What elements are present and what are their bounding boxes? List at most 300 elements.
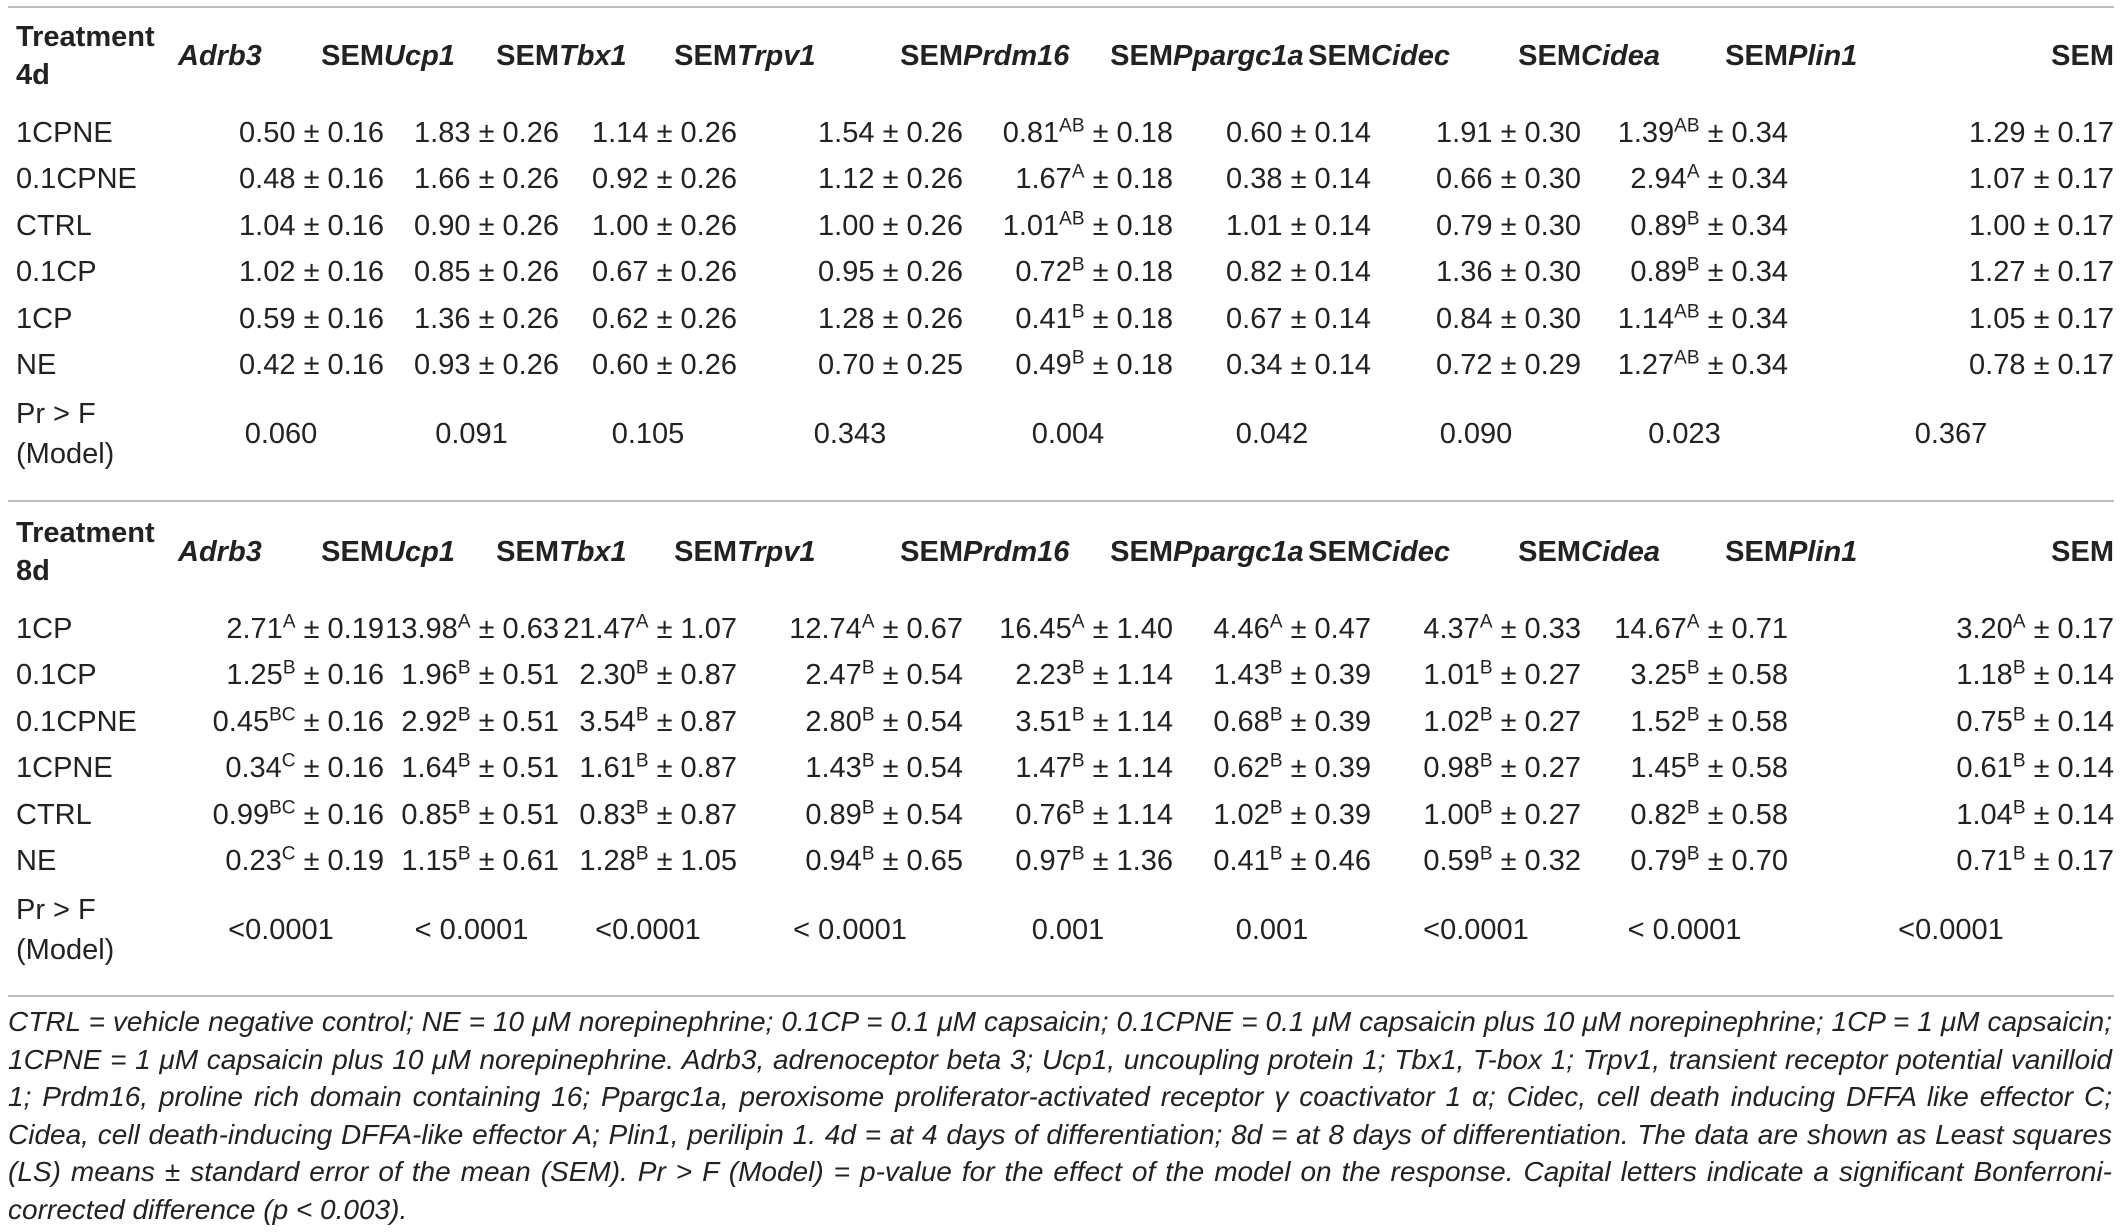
mean-value: 1.36 [414, 302, 471, 335]
significance-letter: A [1071, 161, 1085, 183]
plus-minus: ± [882, 163, 899, 196]
plus-minus: ± [2033, 116, 2050, 149]
mean-value: 1.67 [1015, 163, 1072, 196]
sem-value: 0.54 [906, 705, 963, 738]
table-rule [8, 995, 2114, 997]
table-row [8, 203, 2114, 250]
p-value-cell: 0.091 [435, 418, 508, 450]
value-cell [1788, 792, 2114, 839]
sem-header: SEM [674, 536, 737, 568]
sem-value: 0.16 [327, 256, 384, 289]
table-row [8, 699, 2114, 746]
treatment-label: 1CPNE [16, 752, 113, 785]
mean-value: 0.84 [1436, 302, 1493, 335]
sem-value: 0.26 [680, 163, 737, 196]
mean-value: 0.78 [1969, 349, 2026, 382]
plus-minus: ± [656, 302, 673, 335]
mean-value: 0.98 [1423, 752, 1480, 785]
day-label: 8d [16, 555, 50, 587]
plus-minus: ± [1707, 798, 1724, 831]
value-cell [963, 839, 1173, 886]
plus-minus: ± [478, 705, 495, 738]
sem-header: SEM [2051, 40, 2114, 72]
mean-value: 1.02 [239, 256, 296, 289]
sem-value: 0.26 [906, 209, 963, 242]
sem-value: 0.39 [1314, 705, 1371, 738]
value-cell [1581, 250, 1788, 297]
mean-value: 0.89 [805, 798, 862, 831]
mean-value: 13.98 [385, 612, 458, 645]
p-value-cell: 0.343 [813, 418, 887, 450]
sem-header: SEM [1518, 40, 1581, 72]
significance-letter: B [861, 843, 875, 865]
sem-value: 0.63 [502, 612, 559, 645]
plus-minus: ± [1500, 705, 1517, 738]
value-cell [1581, 792, 1788, 839]
mean-value: 0.81 [1002, 116, 1060, 149]
significance-letter: B [1479, 657, 1493, 679]
mean-value: 0.89 [1630, 256, 1687, 289]
value-cell [963, 157, 1173, 204]
plus-minus: ± [1500, 116, 1517, 149]
plus-minus: ± [1092, 163, 1109, 196]
table-row [8, 343, 2114, 390]
plus-minus: ± [2033, 302, 2050, 335]
value-cell [1371, 839, 1581, 886]
plus-minus: ± [1092, 752, 1109, 785]
significance-letter: B [1686, 254, 1700, 276]
sem-value: 0.17 [2057, 256, 2114, 289]
sem-value: 0.26 [680, 302, 737, 335]
value-cell [963, 296, 1173, 343]
mean-value: 0.79 [1436, 209, 1493, 242]
sem-value: 0.34 [1731, 256, 1788, 289]
plus-minus: ± [2033, 752, 2050, 785]
p-value-cell: 0.004 [1031, 418, 1105, 450]
mean-value: 1.18 [1956, 659, 2013, 692]
value-cell [384, 699, 559, 746]
significance-letter: B [861, 797, 875, 819]
plus-minus: ± [1500, 349, 1517, 382]
plus-minus: ± [303, 116, 320, 149]
sem-value: 0.14 [1314, 349, 1371, 382]
sem-value: 1.05 [680, 845, 737, 878]
significance-letter: B [1686, 208, 1700, 230]
value-cell [1371, 296, 1581, 343]
significance-letter: B [2012, 704, 2026, 726]
gene-header: Prdm16 [963, 536, 1070, 568]
sem-value: 0.27 [1524, 659, 1581, 692]
mean-value: 1.00 [818, 209, 875, 242]
mean-value: 0.50 [239, 116, 296, 149]
plus-minus: ± [478, 256, 495, 289]
significance-letter: B [457, 750, 471, 772]
plus-minus: ± [882, 302, 899, 335]
mean-value: 1.04 [1956, 798, 2013, 831]
table-row [8, 250, 2114, 297]
significance-letter: B [2012, 843, 2026, 865]
plus-minus: ± [2033, 705, 2050, 738]
significance-letter: A [282, 611, 296, 633]
sem-value: 0.27 [1524, 752, 1581, 785]
value-cell [178, 699, 384, 746]
plus-minus: ± [303, 659, 320, 692]
sem-value: 0.39 [1314, 659, 1371, 692]
mean-value: 2.23 [1015, 659, 1072, 692]
sem-value: 0.61 [502, 845, 559, 878]
p-value-label [8, 885, 178, 975]
sem-value: 0.14 [2057, 705, 2114, 738]
significance-letter: B [635, 843, 649, 865]
significance-letter: B [861, 750, 875, 772]
sem-value: 0.16 [327, 349, 384, 382]
treatment-label: 0.1CP [16, 659, 97, 692]
plus-minus: ± [1500, 612, 1517, 645]
value-cell [1173, 653, 1371, 700]
table-row [8, 110, 2114, 157]
sem-value: 0.58 [1731, 705, 1788, 738]
mean-value: 1.01 [1226, 209, 1283, 242]
value-cell [737, 203, 963, 250]
plus-minus: ± [1707, 256, 1724, 289]
significance-letter: B [1686, 750, 1700, 772]
sem-value: 0.65 [906, 845, 963, 878]
significance-letter: B [2012, 750, 2026, 772]
treatment-label: NE [16, 845, 57, 878]
mean-value: 0.60 [1226, 116, 1283, 149]
mean-value: 3.51 [1015, 705, 1072, 738]
sem-value: 0.26 [502, 209, 559, 242]
mean-value: 0.83 [579, 798, 636, 831]
sem-value: 0.17 [2057, 845, 2114, 878]
sem-value: 0.87 [680, 752, 737, 785]
p-value-cell: < 0.0001 [793, 914, 907, 946]
gene-header: Tbx1 [559, 40, 627, 72]
mean-value: 1.43 [1213, 659, 1270, 692]
value-cell [1371, 653, 1581, 700]
sem-value: 0.27 [1524, 798, 1581, 831]
significance-letter: A [1071, 611, 1085, 633]
mean-value: 0.70 [818, 349, 875, 382]
value-cell [559, 250, 737, 297]
sem-value: 0.70 [1731, 845, 1788, 878]
sem-value: 0.87 [680, 705, 737, 738]
mean-value: 0.90 [414, 209, 471, 242]
mean-value: 0.89 [1630, 209, 1687, 242]
value-cell [963, 606, 1173, 653]
plus-minus: ± [1500, 798, 1517, 831]
mean-value: 1.00 [592, 209, 649, 242]
sem-header: SEM [1725, 536, 1788, 568]
plus-minus: ± [882, 798, 899, 831]
plus-minus: ± [1500, 659, 1517, 692]
spacer-row [8, 594, 2114, 606]
value-cell [737, 110, 963, 157]
mean-value: 0.67 [1226, 302, 1283, 335]
mean-value: 1.27 [1969, 256, 2026, 289]
value-cell [384, 157, 559, 204]
value-cell [178, 296, 384, 343]
sem-value: 0.39 [1314, 798, 1371, 831]
sem-value: 1.14 [1116, 752, 1173, 785]
sem-value: 0.51 [502, 659, 559, 692]
value-cell [963, 699, 1173, 746]
mean-value: 1.96 [401, 659, 458, 692]
treatment-label: 1CPNE [16, 116, 113, 149]
value-cell [737, 343, 963, 390]
significance-letter: A [861, 611, 875, 633]
plus-minus: ± [1290, 752, 1307, 785]
value-cell [1371, 157, 1581, 204]
spacer-row [8, 98, 2114, 110]
significance-letter: AB [1674, 347, 1700, 369]
mean-value: 1.25 [226, 659, 283, 692]
value-cell [178, 792, 384, 839]
sem-value: 0.54 [906, 798, 963, 831]
mean-value: 1.47 [1015, 752, 1072, 785]
significance-letter: B [635, 750, 649, 772]
value-cell [1371, 250, 1581, 297]
mean-value: 0.48 [239, 163, 296, 196]
significance-letter: B [2012, 797, 2026, 819]
sem-value: 0.25 [906, 349, 963, 382]
plus-minus: ± [656, 845, 673, 878]
sem-header: SEM [1110, 40, 1173, 72]
value-cell [1788, 343, 2114, 390]
value-cell [1173, 250, 1371, 297]
value-cell [1581, 157, 1788, 204]
value-cell [178, 250, 384, 297]
plus-minus: ± [1707, 209, 1724, 242]
gene-header: Cidea [1581, 40, 1660, 72]
significance-letter: A [1269, 611, 1283, 633]
sem-value: 0.17 [2057, 209, 2114, 242]
sem-value: 0.67 [906, 612, 963, 645]
plus-minus: ± [882, 845, 899, 878]
value-cell [737, 157, 963, 204]
plus-minus: ± [303, 256, 320, 289]
plus-minus: ± [1707, 752, 1724, 785]
sem-header: SEM [1308, 536, 1371, 568]
mean-value: 14.67 [1614, 612, 1687, 645]
mean-value: 1.02 [1423, 705, 1480, 738]
mean-value: 1.28 [818, 302, 875, 335]
table-row [8, 606, 2114, 653]
significance-letter: BC [269, 704, 296, 726]
value-cell [1788, 110, 2114, 157]
value-cell [1173, 110, 1371, 157]
significance-letter: AB [1059, 208, 1085, 230]
value-cell [559, 296, 737, 343]
plus-minus: ± [882, 752, 899, 785]
plus-minus: ± [478, 116, 495, 149]
value-cell [1581, 606, 1788, 653]
sem-value: 0.34 [1731, 302, 1788, 335]
sem-value: 0.71 [1731, 612, 1788, 645]
table-rule [8, 6, 2114, 8]
gene-header: Cidec [1371, 536, 1450, 568]
mean-value: 0.42 [239, 349, 296, 382]
plus-minus: ± [303, 349, 320, 382]
significance-letter: B [1686, 657, 1700, 679]
value-cell [963, 746, 1173, 793]
table-footnote: CTRL = vehicle negative control; NE = 10 μM norepinephrine; 0.1CP = 0.1 μM capsaicin; 0.1CPNE = 0.1 μM capsaicin plus 10 μM norepinephrine; 1CP = 1 μM capsaicin; 1CPNE = 1 μM capsaicin plus 10 μM norepinephrine. Adrb3, adrenoceptor beta 3; Ucp1, uncoupling protein 1; Tbx1, T-box 1; Trpv1, transient receptor potential vanilloid 1; Prdm16, proline rich domain containing 16; Ppargc1a, peroxisome proliferator-activated receptor γ coactivator 1 α; Cidec, cell death inducing DFFA like effector C; Cidea, cell death-inducing DFFA-like effector A; Plin1, perilipin 1. 4d = at 4 days of differentiation; 8d = at 8 days of differentiation. The data are shown as Least squares (LS) means ± standard error of the mean (SEM). Pr > F (Model) = p-value for the effect of the model on the response. Capital letters indicate a significant Bonferroni-corrected difference (p < 0.003). [8, 1006, 2112, 1225]
plus-minus: ± [656, 798, 673, 831]
mean-value: 1.05 [1969, 302, 2026, 335]
value-cell [1173, 699, 1371, 746]
sem-value: 0.26 [502, 116, 559, 149]
plus-minus: ± [1290, 163, 1307, 196]
sem-value: 0.26 [906, 163, 963, 196]
plus-minus: ± [1290, 209, 1307, 242]
value-cell [1581, 203, 1788, 250]
value-cell [384, 250, 559, 297]
sem-header: SEM [321, 536, 384, 568]
sem-header: SEM [900, 536, 963, 568]
significance-letter: B [1479, 843, 1493, 865]
mean-value: 0.92 [592, 163, 649, 196]
significance-letter: B [1686, 797, 1700, 819]
significance-letter: A [1686, 611, 1700, 633]
mean-value: 0.34 [225, 752, 282, 785]
value-cell [384, 606, 559, 653]
mean-value: 1.39 [1617, 116, 1675, 149]
plus-minus: ± [1500, 209, 1517, 242]
mean-value: 1.14 [592, 116, 649, 149]
p-value-row [8, 389, 2114, 479]
sem-value: 0.14 [2057, 659, 2114, 692]
mean-value: 2.92 [401, 705, 458, 738]
significance-letter: B [1071, 301, 1085, 323]
value-cell [1371, 699, 1581, 746]
plus-minus: ± [478, 845, 495, 878]
sem-value: 0.16 [327, 209, 384, 242]
mean-value: 0.99 [212, 798, 270, 831]
header-row [8, 510, 2114, 594]
sem-header: SEM [496, 40, 559, 72]
sem-value: 1.40 [1116, 612, 1173, 645]
plus-minus: ± [1092, 302, 1109, 335]
plus-minus: ± [2033, 349, 2050, 382]
sem-value: 0.26 [906, 116, 963, 149]
value-cell [384, 653, 559, 700]
mean-value: 0.93 [414, 349, 471, 382]
treatment-header [8, 510, 178, 594]
significance-letter: C [281, 750, 296, 772]
plus-minus: ± [1500, 163, 1517, 196]
value-cell [1371, 746, 1581, 793]
mean-value: 1.00 [1423, 798, 1480, 831]
plus-minus: ± [478, 302, 495, 335]
value-cell [1371, 343, 1581, 390]
value-cell [559, 110, 737, 157]
value-cell [1173, 203, 1371, 250]
table-row [8, 653, 2114, 700]
value-cell [963, 110, 1173, 157]
mean-value: 1.15 [401, 845, 458, 878]
sem-value: 0.16 [327, 752, 384, 785]
mean-value: 1.61 [579, 752, 636, 785]
sem-value: 0.26 [502, 256, 559, 289]
treatment-label: 0.1CP [16, 256, 97, 289]
sem-value: 0.14 [1314, 209, 1371, 242]
treatment-label: 1CP [16, 302, 73, 335]
sem-value: 0.18 [1116, 209, 1173, 242]
mean-value: 0.97 [1015, 845, 1072, 878]
value-cell [1581, 653, 1788, 700]
plus-minus: ± [1707, 163, 1724, 196]
value-cell [559, 606, 737, 653]
value-cell [178, 157, 384, 204]
plus-minus: ± [478, 209, 495, 242]
mean-value: 1.52 [1630, 705, 1687, 738]
plus-minus: ± [478, 798, 495, 831]
sem-header: SEM [1110, 536, 1173, 568]
sem-value: 0.14 [1314, 116, 1371, 149]
value-cell [1788, 839, 2114, 886]
table-8d [8, 510, 2114, 975]
sem-value: 0.17 [2057, 163, 2114, 196]
plus-minus: ± [2033, 209, 2050, 242]
significance-letter: B [1071, 797, 1085, 819]
sem-value: 0.30 [1524, 116, 1581, 149]
value-cell [963, 792, 1173, 839]
p-value-cell: 0.023 [1648, 418, 1721, 450]
sem-value: 0.19 [327, 612, 384, 645]
value-cell [1581, 839, 1788, 886]
significance-letter: AB [1674, 115, 1700, 137]
mean-value: 1.45 [1630, 752, 1687, 785]
value-cell [384, 839, 559, 886]
value-cell [1788, 157, 2114, 204]
p-value-cell: <0.0001 [1898, 914, 2004, 946]
sem-value: 0.16 [327, 659, 384, 692]
mean-value: 0.60 [592, 349, 649, 382]
significance-letter: B [1479, 704, 1493, 726]
value-cell [1581, 110, 1788, 157]
sem-value: 0.17 [2057, 302, 2114, 335]
value-cell [559, 157, 737, 204]
mean-value: 1.28 [579, 845, 636, 878]
treatment-label: NE [16, 349, 57, 382]
plus-minus: ± [1290, 116, 1307, 149]
gene-header: Trpv1 [737, 40, 816, 72]
plus-minus: ± [656, 163, 673, 196]
mean-value: 0.94 [805, 845, 862, 878]
table-row [8, 157, 2114, 204]
sem-header: SEM [1308, 40, 1371, 72]
significance-letter: A [1686, 161, 1700, 183]
value-cell [384, 746, 559, 793]
value-cell [1173, 296, 1371, 343]
mean-value: 0.82 [1226, 256, 1283, 289]
table-4d [8, 14, 2114, 479]
mean-value: 21.47 [563, 612, 636, 645]
mean-value: 1.07 [1969, 163, 2026, 196]
sem-value: 1.14 [1116, 798, 1173, 831]
significance-letter: C [281, 843, 296, 865]
treatment-header [8, 14, 178, 98]
significance-letter: B [1071, 347, 1085, 369]
value-cell [1788, 606, 2114, 653]
significance-letter: B [1686, 704, 1700, 726]
sem-value: 0.54 [906, 659, 963, 692]
treatment-label: 0.1CPNE [16, 163, 137, 196]
mean-value: 0.72 [1015, 256, 1072, 289]
value-cell [1581, 296, 1788, 343]
sem-value: 0.14 [1314, 163, 1371, 196]
value-cell [178, 203, 384, 250]
